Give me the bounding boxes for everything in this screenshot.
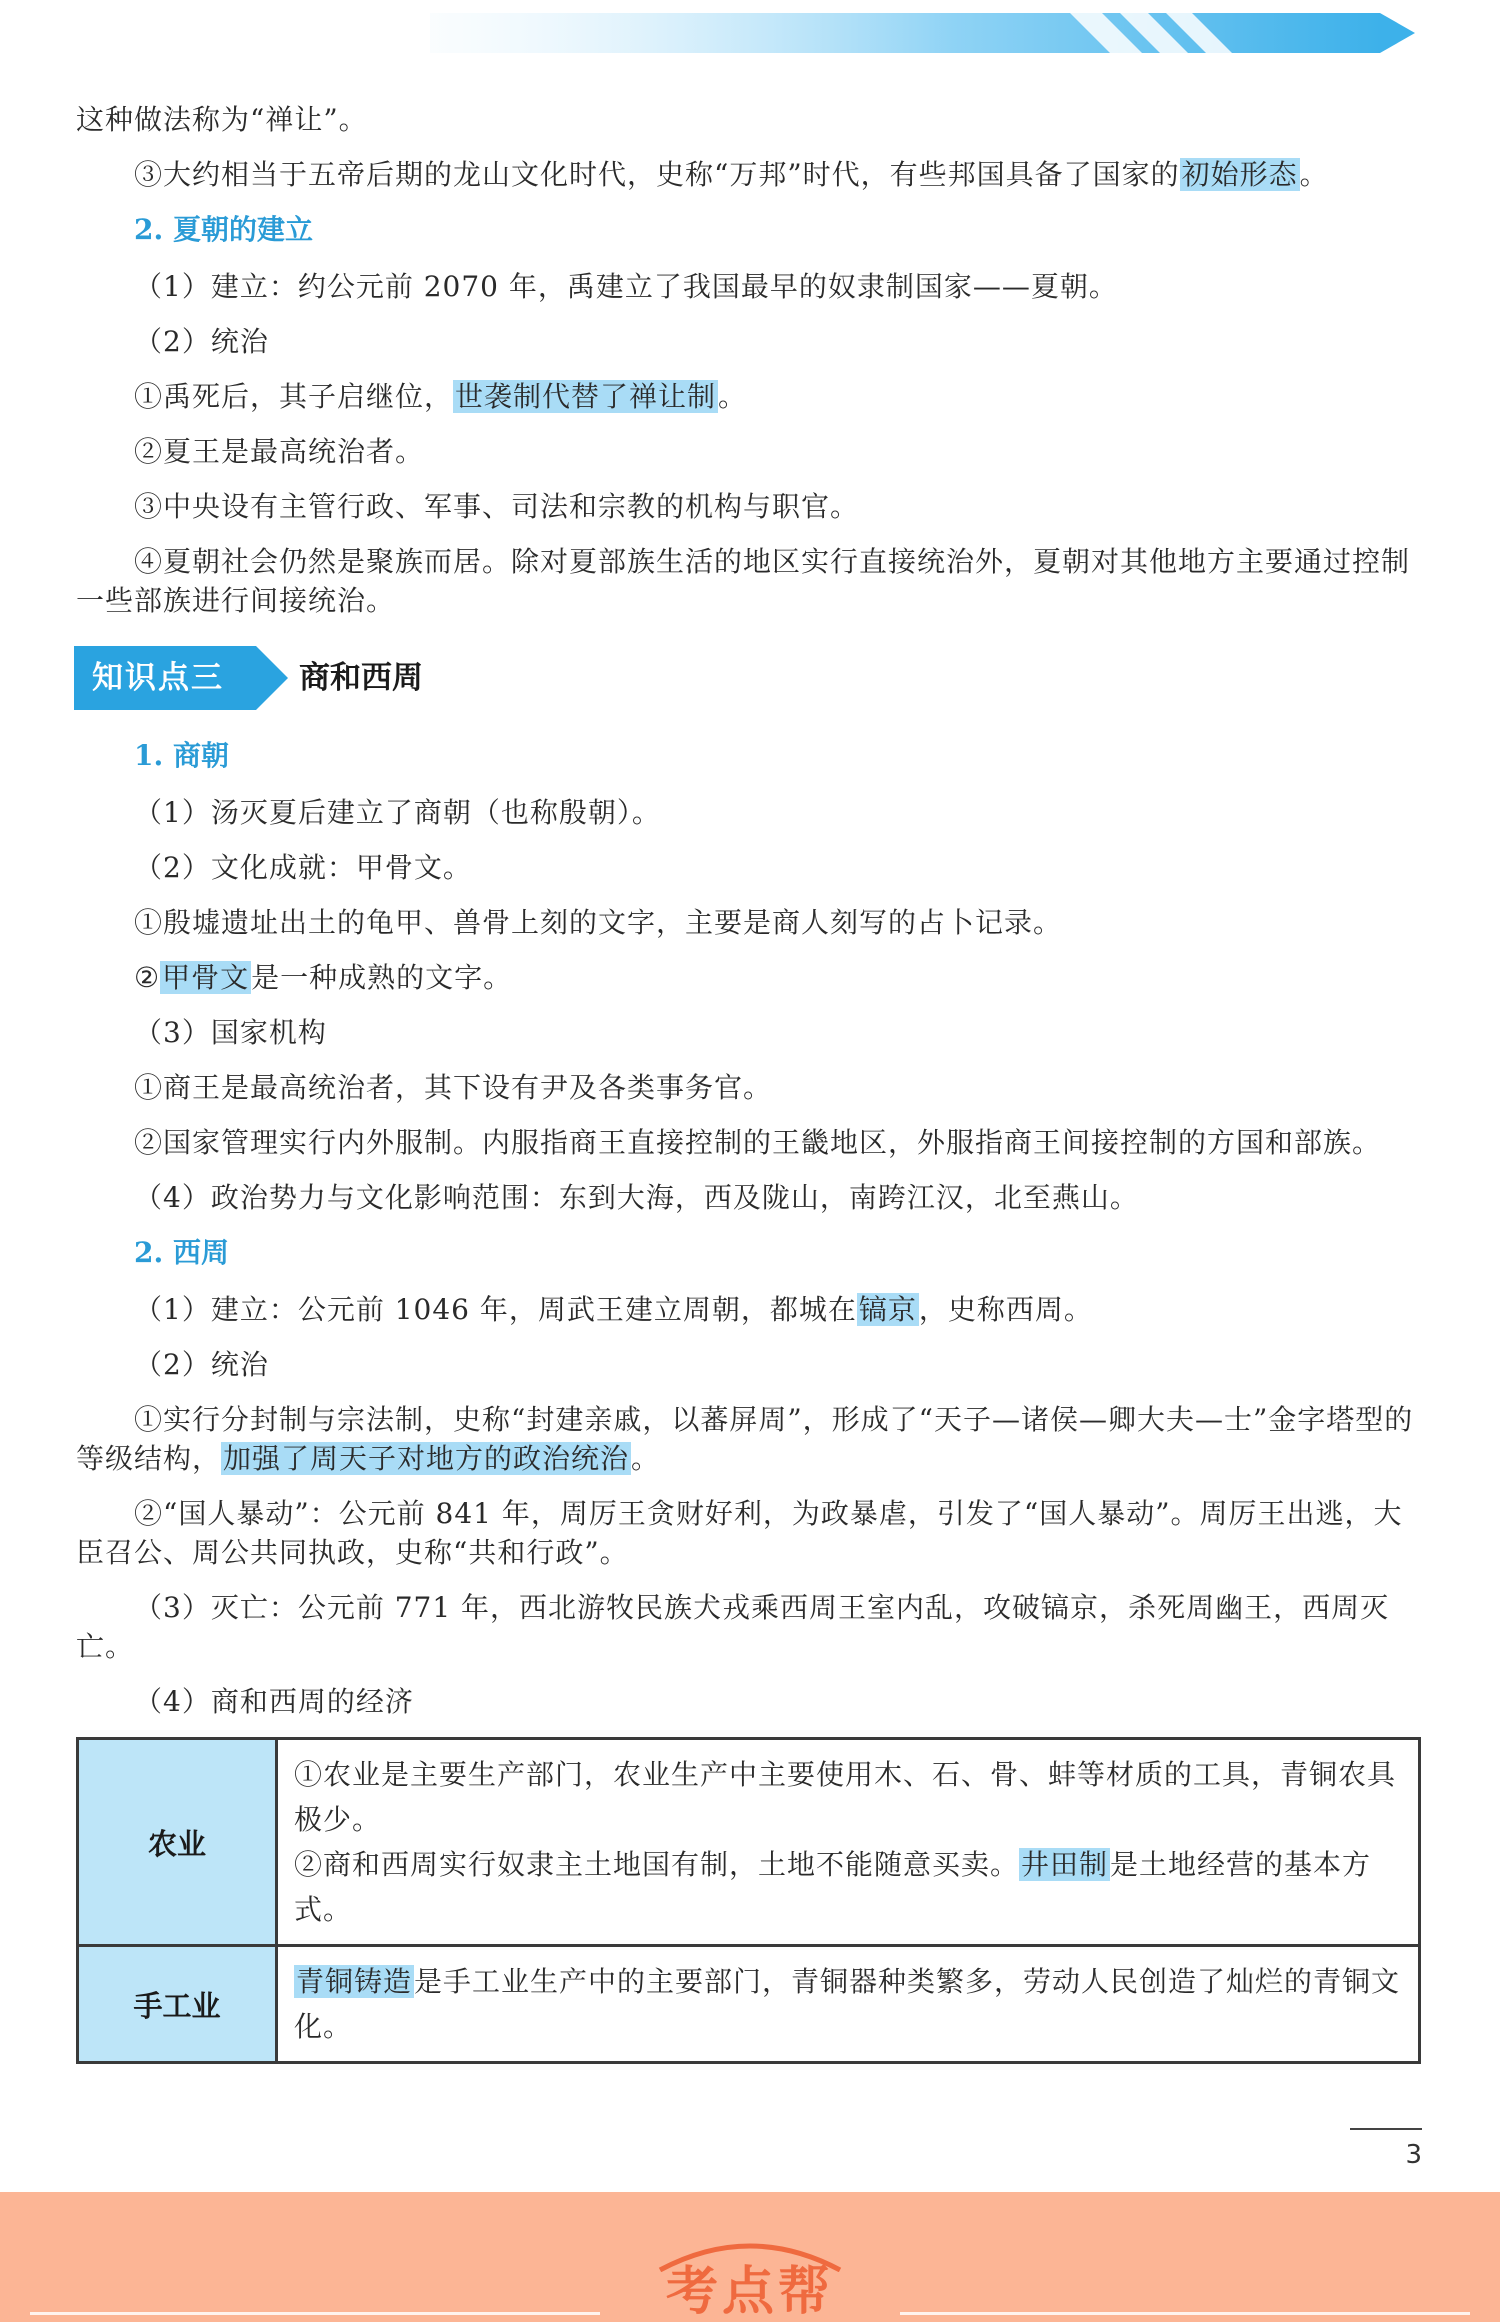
highlight: 甲骨文	[162, 961, 250, 994]
footer-banner	[0, 2192, 1500, 2322]
paragraph: （1）建立：约公元前 2070 年，禹建立了我国最早的奴隶制国家——夏朝。	[134, 270, 1118, 303]
paragraph: （4）政治势力与文化影响范围：东到大海，西及陇山，南跨江汉，北至燕山。	[134, 1181, 1139, 1214]
paragraph: （2）统治	[134, 1348, 269, 1381]
paragraph: （3）灭亡：公元前 771 年，西北游牧民族犬戎乘西周王室内乱，攻破镐京，杀死周幽王，西周灭亡。	[76, 1591, 1390, 1663]
table-cell	[277, 1739, 1420, 1946]
highlight: 镐京	[858, 1293, 917, 1326]
paragraph: ②甲骨文是一种成熟的文字。	[134, 961, 513, 994]
paragraph: ①商王是最高统治者，其下设有尹及各类事务官。	[134, 1071, 773, 1104]
table-row	[78, 1739, 1420, 1946]
paragraph: ②夏王是最高统治者。	[134, 435, 425, 468]
subheading-xizhou: 2. 西周	[134, 1236, 229, 1269]
paragraph: ①禹死后，其子启继位，世袭制代替了禅让制。	[134, 380, 748, 413]
section-badge-label: 知识点三	[92, 660, 224, 696]
table-cell-line: ①农业是主要生产部门，农业生产中主要使用木、石、骨、蚌等材质的工具，青铜农具极少。	[294, 1758, 1397, 1836]
footer-divider	[900, 2312, 1470, 2315]
table-cell-line: ②商和西周实行奴隶主土地国有制，土地不能随意买卖。井田制是土地经营的基本方式。	[294, 1848, 1372, 1926]
page-number-rule	[1350, 2128, 1422, 2130]
highlight: 加强了周天子对地方的政治统治	[223, 1442, 630, 1475]
paragraph: ③中央设有主管行政、军事、司法和宗教的机构与职官。	[134, 490, 860, 523]
table-row	[78, 1946, 1420, 2063]
table-row-label: 手工业	[78, 1946, 277, 2063]
paragraph: ④夏朝社会仍然是聚族而居。除对夏部族生活的地区实行直接统治外，夏朝对其他地方主要通过控制一些部族进行间接统治。	[76, 545, 1411, 617]
paragraph: ①殷墟遗址出土的龟甲、兽骨上刻的文字，主要是商人刻写的占卜记录。	[134, 906, 1063, 939]
footer-logo: 考点帮	[665, 2262, 834, 2322]
paragraph: （2）统治	[134, 325, 269, 358]
highlight: 井田制	[1021, 1848, 1109, 1881]
footer-divider	[30, 2312, 600, 2315]
paragraph: ③大约相当于五帝后期的龙山文化时代，史称“万邦”时代，有些邦国具备了国家的初始形态。	[134, 158, 1329, 191]
paragraph: （1）建立：公元前 1046 年，周武王建立周朝，都城在镐京，史称西周。	[134, 1293, 1093, 1326]
page-content	[76, 100, 1421, 2064]
paragraph: 这种做法称为“禅让”。	[76, 103, 368, 136]
paragraph: （3）国家机构	[134, 1016, 327, 1049]
subheading-xia: 2. 夏朝的建立	[134, 213, 313, 246]
paragraph: ①实行分封制与宗法制，史称“封建亲戚，以蕃屏周”，形成了“天子—诸侯—卿大夫—士”金字塔型的等级结构，加强了周天子对地方的政治统治。	[76, 1403, 1414, 1475]
subheading-shang: 1. 商朝	[134, 739, 229, 772]
economy-table	[76, 1737, 1421, 2064]
header-decoration	[430, 10, 1420, 60]
paragraph: （1）汤灭夏后建立了商朝（也称殷朝）。	[134, 796, 661, 829]
paragraph: （4）商和西周的经济	[134, 1685, 414, 1718]
section-title: 商和西周	[299, 660, 423, 696]
paragraph: ②“国人暴动”：公元前 841 年，周厉王贪财好利，为政暴虐，引发了“国人暴动”。周厉王出逃，大臣召公、周公共同执政，史称“共和行政”。	[76, 1497, 1403, 1569]
highlight: 青铜铸造	[296, 1965, 413, 1998]
page-number: 3	[1405, 2140, 1422, 2170]
table-cell: 青铜铸造是手工业生产中的主要部门，青铜器种类繁多，劳动人民创造了灿烂的青铜文化。	[277, 1946, 1420, 2063]
paragraph: （2）文化成就：甲骨文。	[134, 851, 472, 884]
highlight: 初始形态	[1181, 158, 1298, 191]
section-header	[74, 646, 1421, 710]
paragraph: ②国家管理实行内外服制。内服指商王直接控制的王畿地区，外服指商王间接控制的方国和部族。	[134, 1126, 1382, 1159]
table-row-label: 农业	[78, 1739, 277, 1946]
highlight: 世袭制代替了禅让制	[455, 380, 717, 413]
